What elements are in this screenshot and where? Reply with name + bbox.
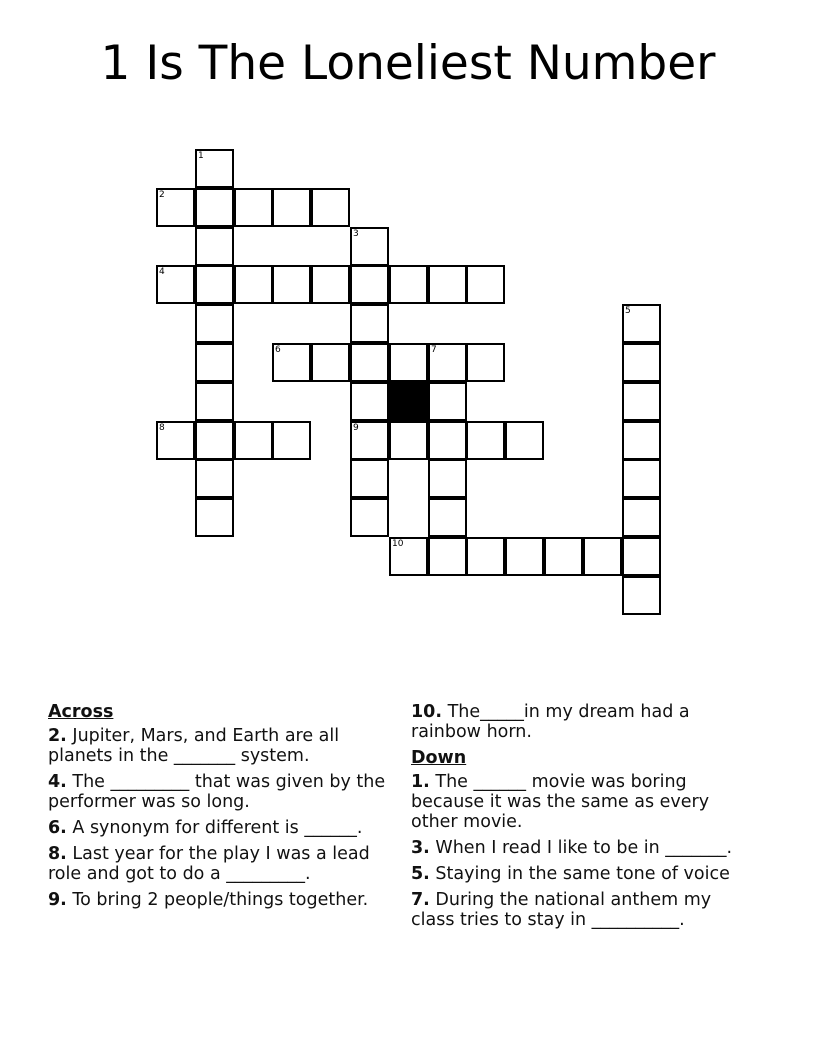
crossword-cell[interactable]	[389, 265, 428, 304]
crossword-cell[interactable]	[234, 265, 273, 304]
cell-number: 3	[353, 229, 359, 239]
cell-number: 1	[198, 151, 204, 161]
crossword-cell[interactable]	[428, 498, 467, 537]
clue-across-10	[411, 702, 756, 742]
clues-left-column	[48, 702, 393, 916]
clue-number: 1.	[411, 772, 430, 792]
clue-number: 10.	[411, 702, 443, 722]
across-heading: Across	[48, 702, 114, 722]
crossword-cell[interactable]	[622, 304, 661, 343]
crossword-cell[interactable]	[195, 304, 234, 343]
cell-number: 8	[159, 423, 165, 433]
crossword-cell[interactable]	[350, 498, 389, 537]
crossword-cell[interactable]	[195, 265, 234, 304]
crossword-cell[interactable]	[272, 265, 311, 304]
crossword-cell[interactable]	[350, 421, 389, 460]
cell-number: 4	[159, 267, 165, 277]
crossword-cell[interactable]	[622, 382, 661, 421]
clues-right-column	[411, 702, 756, 936]
clue-text: Last year for the play I was a lead role and got to do a _________.	[48, 844, 370, 884]
crossword-cell[interactable]	[350, 265, 389, 304]
clue-number: 5.	[411, 864, 430, 884]
clue-number: 3.	[411, 838, 430, 858]
crossword-cell[interactable]	[505, 421, 544, 460]
crossword-cell[interactable]	[272, 343, 311, 382]
crossword-cell[interactable]	[466, 537, 505, 576]
clue-number: 9.	[48, 890, 67, 910]
crossword-cell[interactable]	[622, 576, 661, 615]
cell-number: 9	[353, 423, 359, 433]
crossword-cell[interactable]	[466, 421, 505, 460]
crossword-cell[interactable]	[622, 459, 661, 498]
cell-number: 2	[159, 190, 165, 200]
crossword-cell[interactable]	[350, 227, 389, 266]
clue-across-6	[48, 818, 393, 838]
clue-text: Staying in the same tone of voice	[435, 864, 730, 884]
crossword-cell[interactable]	[466, 265, 505, 304]
crossword-cell[interactable]	[234, 188, 273, 227]
crossword-cell[interactable]	[428, 537, 467, 576]
clue-down-1	[411, 772, 756, 832]
cell-number: 7	[431, 345, 437, 355]
crossword-cell[interactable]	[389, 343, 428, 382]
puzzle-title: 1 Is The Loneliest Number	[100, 36, 716, 91]
crossword-cell[interactable]	[311, 343, 350, 382]
clue-down-3	[411, 838, 756, 858]
crossword-cell[interactable]	[156, 188, 195, 227]
clue-across-8	[48, 844, 393, 884]
crossword-cell[interactable]	[195, 382, 234, 421]
crossword-cell[interactable]	[622, 421, 661, 460]
clue-text: During the national anthem my class tries to stay in __________.	[411, 890, 712, 930]
crossword-cell[interactable]	[195, 498, 234, 537]
clue-number: 7.	[411, 890, 430, 910]
crossword-cell[interactable]	[195, 188, 234, 227]
crossword-cell[interactable]	[272, 188, 311, 227]
clue-number: 6.	[48, 818, 67, 838]
crossword-cell[interactable]	[428, 459, 467, 498]
crossword-cell[interactable]	[466, 343, 505, 382]
clue-across-4	[48, 772, 393, 812]
crossword-cell[interactable]	[389, 421, 428, 460]
clue-across-9	[48, 890, 393, 910]
black-square	[389, 382, 428, 421]
down-heading: Down	[411, 748, 467, 768]
crossword-cell[interactable]	[350, 382, 389, 421]
clue-number: 4.	[48, 772, 67, 792]
clue-text: The_____in my dream had a rainbow horn.	[411, 702, 690, 742]
crossword-cell[interactable]	[428, 265, 467, 304]
crossword-cell[interactable]	[156, 265, 195, 304]
clue-number: 8.	[48, 844, 67, 864]
crossword-cell[interactable]	[234, 421, 273, 460]
crossword-cell[interactable]	[350, 343, 389, 382]
clue-text: A synonym for different is ______.	[72, 818, 363, 838]
crossword-cell[interactable]	[428, 382, 467, 421]
crossword-cell[interactable]	[156, 421, 195, 460]
crossword-cell[interactable]	[544, 537, 583, 576]
clue-number: 2.	[48, 726, 67, 746]
clue-text: The ______ movie was boring because it was the same as every other movie.	[411, 772, 710, 832]
crossword-cell[interactable]	[272, 421, 311, 460]
crossword-cell[interactable]	[622, 537, 661, 576]
clue-down-7	[411, 890, 756, 930]
crossword-cell[interactable]	[195, 149, 234, 188]
crossword-cell[interactable]	[350, 459, 389, 498]
crossword-cell[interactable]	[428, 421, 467, 460]
crossword-cell[interactable]	[583, 537, 622, 576]
cell-number: 10	[392, 539, 404, 549]
clue-text: To bring 2 people/things together.	[72, 890, 369, 910]
cell-number: 6	[275, 345, 281, 355]
crossword-cell[interactable]	[195, 459, 234, 498]
crossword-cell[interactable]	[622, 343, 661, 382]
clue-text: Jupiter, Mars, and Earth are all planets in the _______ system.	[48, 726, 340, 766]
crossword-cell[interactable]	[195, 421, 234, 460]
clue-text: When I read I like to be in _______.	[435, 838, 733, 858]
clue-down-5	[411, 864, 756, 884]
crossword-cell[interactable]	[622, 498, 661, 537]
crossword-cell[interactable]	[389, 537, 428, 576]
crossword-cell[interactable]	[350, 304, 389, 343]
crossword-cell[interactable]	[428, 343, 467, 382]
clue-across-2	[48, 726, 393, 766]
crossword-cell[interactable]	[195, 227, 234, 266]
crossword-cell[interactable]	[311, 188, 350, 227]
cell-number: 5	[625, 306, 631, 316]
crossword-cell[interactable]	[505, 537, 544, 576]
clue-text: The _________ that was given by the performer was so long.	[48, 772, 386, 812]
crossword-cell[interactable]	[195, 343, 234, 382]
crossword-cell[interactable]	[311, 265, 350, 304]
